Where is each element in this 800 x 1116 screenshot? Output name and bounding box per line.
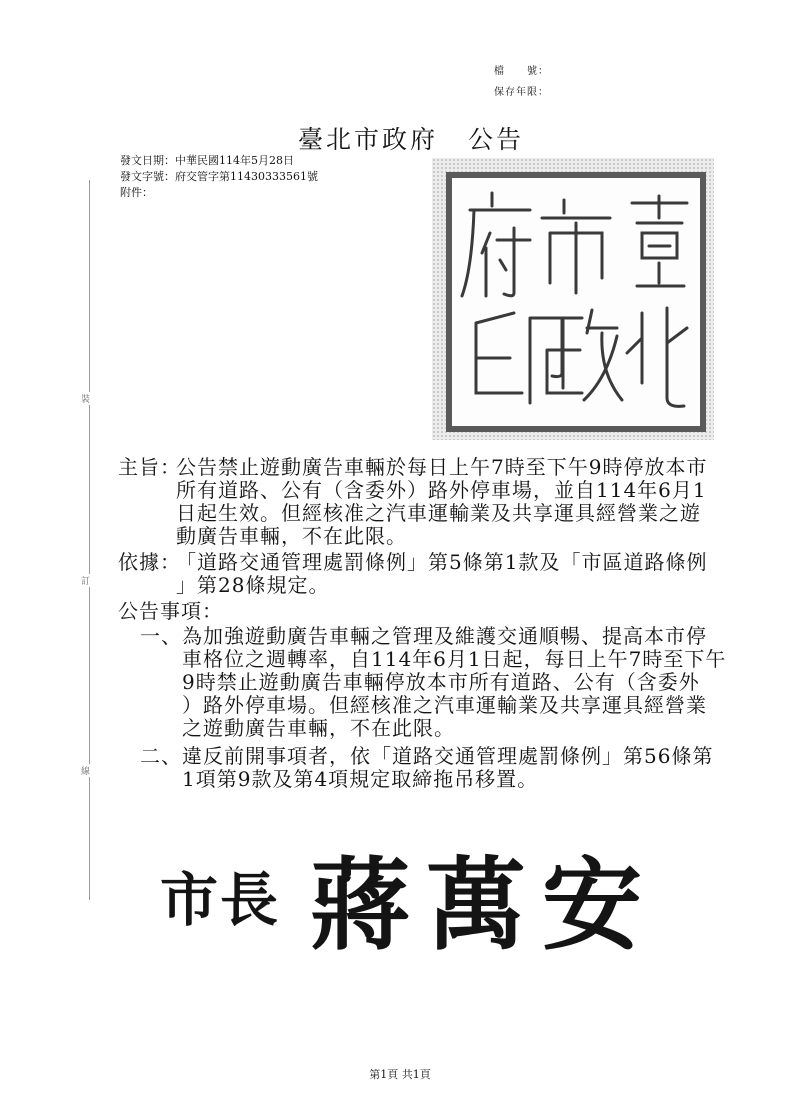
subject-label: 主旨： — [118, 455, 181, 479]
page-title — [298, 120, 524, 156]
notice-item-1-line: 車格位之週轉率，自114年6月1日起，每日上午7時至下午 — [182, 647, 727, 671]
issue-ref: 發文字號：府交管字第11430333561號 — [120, 170, 318, 183]
basis-label: 依據： — [118, 550, 181, 574]
signature-name: 蔣萬安 — [310, 846, 658, 964]
binding-char-3: 線 — [81, 764, 90, 777]
notice-item-1-line: ）路外停車場。但經核准之汽車運輸業及共享運具經營業 — [182, 693, 707, 717]
official-seal — [432, 158, 714, 440]
retention-label: 保存年限： — [494, 87, 549, 98]
notice-item-2-line: 1項第9款及第4項規定取締拖吊移置。 — [182, 767, 539, 791]
binding-char-1: 裝 — [81, 392, 90, 405]
notice-item-2-line: 違反前開事項者，依「道路交通管理處罰條例」第56條第 — [182, 744, 714, 768]
subject-line: 所有道路、公有（含委外）路外停車場，並自114年6月1 — [176, 478, 707, 502]
notice-item-1-line: 9時禁止遊動廣告車輛停放本市所有道路、公有（含委外 — [182, 670, 700, 694]
seal-frame — [446, 172, 706, 432]
subject-line: 動廣告車輛，不在此限。 — [176, 524, 407, 548]
signature-title: 市長 — [160, 866, 281, 934]
subject-line: 日起生效。但經核准之汽車運輸業及共享運具經營業之遊 — [176, 501, 701, 525]
basis-line: 「道路交通管理處罰條例」第5條第1款及「市區道路條例 — [176, 550, 708, 574]
binding-char-2: 訂 — [81, 574, 90, 587]
notice-item-1 — [182, 625, 726, 740]
notice-item-2-number: 二、 — [140, 744, 182, 768]
page-number: 第1頁 共1頁 — [369, 1068, 431, 1081]
title-org: 臺北市政府 — [298, 125, 439, 154]
seal-glyphs — [452, 178, 700, 426]
basis-body — [176, 551, 707, 597]
notice-item-1-line: 為加強遊動廣告車輛之管理及維護交通順暢、提高本市停 — [182, 624, 707, 648]
file-number-label: 檔 號： — [494, 66, 549, 77]
subject-line: 公告禁止遊動廣告車輛於每日上午7時至下午9時停放本市 — [176, 455, 708, 479]
attachment: 附件： — [120, 186, 153, 199]
basis-line: 」第28條規定。 — [176, 573, 330, 597]
binding-line — [89, 180, 90, 900]
notice-label: 公告事項： — [118, 599, 223, 623]
notice-item-1-number: 一、 — [140, 624, 182, 648]
title-doc-type: 公告 — [468, 125, 525, 154]
notice-item-2 — [182, 745, 713, 791]
mayor-signature — [160, 825, 680, 964]
notice-item-1-line: 之遊動廣告車輛，不在此限。 — [182, 716, 455, 740]
subject-body — [176, 456, 707, 548]
issue-date: 發文日期：中華民國114年5月28日 — [120, 154, 294, 167]
